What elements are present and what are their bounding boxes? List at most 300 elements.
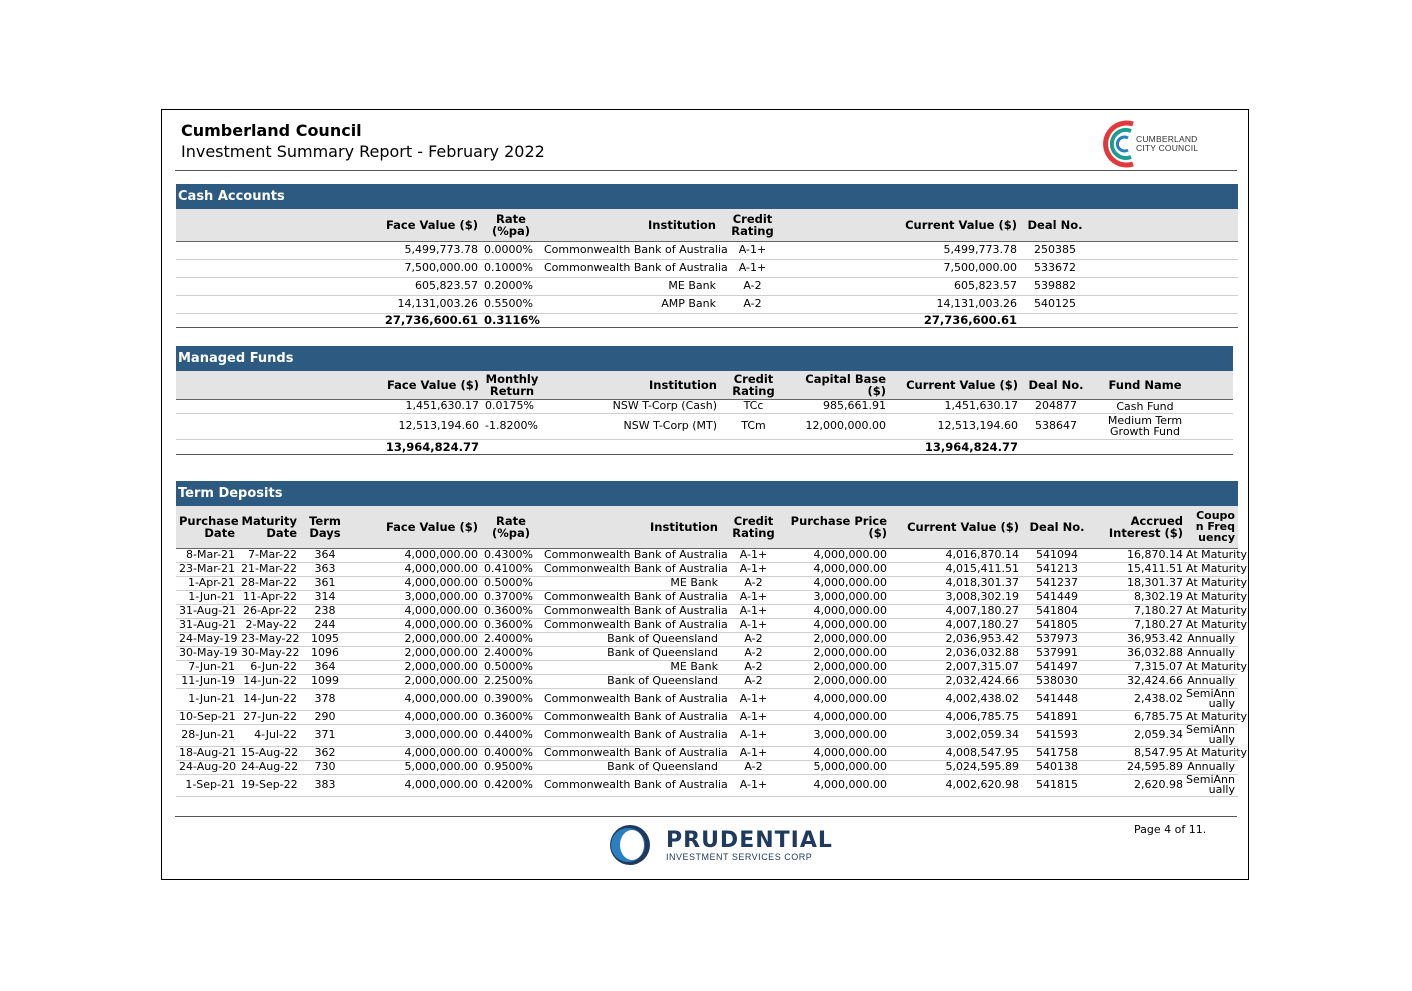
term-cell-price: 4,000,000.00 xyxy=(786,604,890,618)
term-cell-institution: Bank of Queensland xyxy=(541,646,721,660)
term-cell-coupon: SemiAnnually xyxy=(1186,688,1238,710)
term-cell-maturity: 21-Mar-22 xyxy=(238,562,300,576)
term-row xyxy=(176,632,1238,646)
term-cell-rate: 0.4100% xyxy=(481,562,541,576)
term-cell-credit: A-2 xyxy=(721,674,786,688)
term-cell-days: 314 xyxy=(300,590,350,604)
term-cell-credit: A-1+ xyxy=(721,548,786,562)
cash-cell-deal: 540125 xyxy=(1020,295,1090,313)
footer-rule xyxy=(175,816,1237,817)
cash-total-face: 27,736,600.61 xyxy=(376,313,481,327)
term-cell-current: 3,008,302.19 xyxy=(890,590,1022,604)
term-cell-maturity: 7-Mar-22 xyxy=(238,548,300,562)
cash-cell-rate: 0.2000% xyxy=(481,277,541,295)
term-cell-face: 5,000,000.00 xyxy=(350,760,481,774)
term-cell-price: 3,000,000.00 xyxy=(786,590,890,604)
managed-header-institution: Institution xyxy=(542,371,720,399)
term-cell-days: 371 xyxy=(300,724,350,746)
term-cell-price: 4,000,000.00 xyxy=(786,688,890,710)
term-cell-institution: Commonwealth Bank of Australia xyxy=(541,774,721,796)
term-cell-face: 3,000,000.00 xyxy=(350,724,481,746)
term-cell-accrued: 15,411.51 xyxy=(1092,562,1186,576)
term-cell-coupon: At Maturity xyxy=(1186,604,1248,617)
term-cell-rate: 0.3600% xyxy=(481,710,541,724)
term-cell-price: 4,000,000.00 xyxy=(786,576,890,590)
term-cell-current: 2,032,424.66 xyxy=(890,674,1022,688)
term-cell-face: 4,000,000.00 xyxy=(350,576,481,590)
term-cell-deal: 541815 xyxy=(1022,774,1092,796)
term-cell-deal: 541891 xyxy=(1022,710,1092,724)
term-cell-maturity: 6-Jun-22 xyxy=(238,660,300,674)
term-cell-deal: 538030 xyxy=(1022,674,1092,688)
cash-total-empty xyxy=(1090,313,1238,327)
cash-cell-current: 14,131,003.26 xyxy=(786,295,1020,313)
managed-cell-capital: 985,661.91 xyxy=(787,399,889,413)
managed-funds-title: Managed Funds xyxy=(176,346,1233,371)
term-header-rate: Rate (%pa) xyxy=(481,506,541,548)
managed-total-empty xyxy=(542,439,720,454)
term-cell-credit: A-2 xyxy=(721,646,786,660)
term-cell-face: 4,000,000.00 xyxy=(350,746,481,760)
managed-total-current: 13,964,824.77 xyxy=(889,439,1021,454)
managed-cell-capital: 12,000,000.00 xyxy=(787,413,889,439)
managed-cell-spacer-end xyxy=(1199,399,1233,413)
managed-cell-spacer xyxy=(176,413,376,439)
managed-row xyxy=(176,413,1233,439)
term-cell-days: 1099 xyxy=(300,674,350,688)
term-cell-coupon: At Maturity xyxy=(1186,660,1248,673)
term-cell-maturity: 19-Sep-22 xyxy=(238,774,300,796)
term-cell-accrued: 2,438.02 xyxy=(1092,688,1186,710)
term-cell-credit: A-1+ xyxy=(721,618,786,632)
term-header-credit: Credit Rating xyxy=(721,506,786,548)
term-row xyxy=(176,548,1238,562)
term-deposits-section xyxy=(176,481,1248,797)
term-cell-institution: Commonwealth Bank of Australia xyxy=(541,604,721,618)
term-cell-coupon: SemiAnnually xyxy=(1186,774,1238,796)
term-cell-current: 2,036,953.42 xyxy=(890,632,1022,646)
managed-cell-spacer xyxy=(176,399,376,413)
term-cell-price: 4,000,000.00 xyxy=(786,562,890,576)
cash-cell-rate: 0.0000% xyxy=(481,241,541,259)
term-cell-price: 4,000,000.00 xyxy=(786,746,890,760)
term-cell-price: 2,000,000.00 xyxy=(786,632,890,646)
page-number: Page 4 of 11. xyxy=(1134,823,1207,836)
cash-header-row xyxy=(176,209,1238,241)
cash-cell-rate: 0.1000% xyxy=(481,259,541,277)
cash-total-rate: 0.3116% xyxy=(481,313,541,327)
cash-cell-spacer-end xyxy=(1090,241,1238,259)
term-cell-maturity: 4-Jul-22 xyxy=(238,724,300,746)
term-cell-institution: ME Bank xyxy=(541,660,721,674)
term-row xyxy=(176,590,1238,604)
term-cell-price: 4,000,000.00 xyxy=(786,774,890,796)
cash-cell-spacer xyxy=(176,277,376,295)
cash-cell-spacer-end xyxy=(1090,259,1238,277)
term-cell-current: 2,007,315.07 xyxy=(890,660,1022,674)
term-cell-maturity: 14-Jun-22 xyxy=(238,674,300,688)
term-cell-rate: 2.4000% xyxy=(481,632,541,646)
term-row xyxy=(176,646,1238,660)
term-cell-purchase: 1-Sep-21 xyxy=(176,774,238,796)
term-cell-days: 290 xyxy=(300,710,350,724)
term-cell-accrued: 16,870.14 xyxy=(1092,548,1186,562)
term-cell-coupon: At Maturity xyxy=(1186,618,1248,631)
term-cell-maturity: 30-May-22 xyxy=(238,646,300,660)
managed-total-empty xyxy=(482,439,542,454)
term-cell-days: 730 xyxy=(300,760,350,774)
term-cell-coupon: At Maturity xyxy=(1186,710,1248,723)
term-cell-rate: 0.5000% xyxy=(481,576,541,590)
managed-header-deal: Deal No. xyxy=(1021,371,1091,399)
term-cell-accrued: 8,302.19 xyxy=(1092,590,1186,604)
term-cell-accrued: 36,953.42 xyxy=(1092,632,1186,646)
term-header-face: Face Value ($) xyxy=(350,506,481,548)
term-cell-maturity: 24-Aug-22 xyxy=(238,760,300,774)
term-cell-days: 364 xyxy=(300,548,350,562)
term-cell-accrued: 2,620.98 xyxy=(1092,774,1186,796)
term-cell-deal: 541804 xyxy=(1022,604,1092,618)
term-cell-rate: 0.3700% xyxy=(481,590,541,604)
term-cell-days: 1095 xyxy=(300,632,350,646)
term-cell-purchase: 7-Jun-21 xyxy=(176,660,238,674)
cash-row xyxy=(176,259,1238,277)
term-cell-coupon: SemiAnnually xyxy=(1186,724,1238,746)
managed-cell-current: 1,451,630.17 xyxy=(889,399,1021,413)
managed-cell-face: 12,513,194.60 xyxy=(376,413,482,439)
cash-total-row xyxy=(176,313,1238,327)
term-cell-face: 4,000,000.00 xyxy=(350,604,481,618)
term-cell-purchase: 1-Jun-21 xyxy=(176,590,238,604)
term-cell-rate: 0.4000% xyxy=(481,746,541,760)
term-cell-rate: 0.5000% xyxy=(481,660,541,674)
cash-header-rate: Rate (%pa) xyxy=(481,209,541,241)
term-cell-purchase: 8-Mar-21 xyxy=(176,548,238,562)
term-cell-deal: 541448 xyxy=(1022,688,1092,710)
term-cell-maturity: 14-Jun-22 xyxy=(238,688,300,710)
term-header-institution: Institution xyxy=(541,506,721,548)
term-cell-coupon: At Maturity xyxy=(1186,590,1248,603)
prudential-brand-sub: INVESTMENT SERVICES CORP xyxy=(666,852,813,862)
term-cell-purchase: 28-Jun-21 xyxy=(176,724,238,746)
managed-cell-current: 12,513,194.60 xyxy=(889,413,1021,439)
term-cell-accrued: 7,180.27 xyxy=(1092,618,1186,632)
managed-cell-deal: 204877 xyxy=(1021,399,1091,413)
cash-header-face: Face Value ($) xyxy=(376,209,481,241)
cash-row xyxy=(176,241,1238,259)
managed-cell-spacer-end xyxy=(1199,413,1233,439)
term-cell-current: 4,016,870.14 xyxy=(890,548,1022,562)
cash-cell-institution: Commonwealth Bank of Australia xyxy=(541,259,719,277)
managed-cell-return: 0.0175% xyxy=(482,399,542,413)
term-cell-institution: Commonwealth Bank of Australia xyxy=(541,590,721,604)
cash-cell-credit: A-2 xyxy=(719,277,786,295)
cash-cell-current: 605,823.57 xyxy=(786,277,1020,295)
managed-total-empty xyxy=(1021,439,1091,454)
term-cell-days: 1096 xyxy=(300,646,350,660)
term-row xyxy=(176,618,1238,632)
cash-cell-institution: Commonwealth Bank of Australia xyxy=(541,241,719,259)
managed-funds-table xyxy=(176,371,1233,455)
term-cell-purchase: 31-Aug-21 xyxy=(176,604,238,618)
cash-cell-face: 5,499,773.78 xyxy=(376,241,481,259)
managed-total-empty xyxy=(1199,439,1233,454)
term-cell-face: 4,000,000.00 xyxy=(350,548,481,562)
managed-cell-fund: Medium Term Growth Fund xyxy=(1091,413,1199,439)
header-rule xyxy=(175,170,1237,171)
cash-header-current: Current Value ($) xyxy=(786,209,1020,241)
term-cell-price: 2,000,000.00 xyxy=(786,674,890,688)
cash-header-deal: Deal No. xyxy=(1020,209,1090,241)
cash-cell-spacer xyxy=(176,295,376,313)
cash-cell-credit: A-1+ xyxy=(719,241,786,259)
term-cell-days: 244 xyxy=(300,618,350,632)
term-header-days: Term Days xyxy=(300,506,350,548)
term-row xyxy=(176,604,1238,618)
term-cell-price: 4,000,000.00 xyxy=(786,618,890,632)
term-cell-current: 4,002,438.02 xyxy=(890,688,1022,710)
cash-accounts-table xyxy=(176,209,1238,328)
term-cell-maturity: 27-Jun-22 xyxy=(238,710,300,724)
term-cell-coupon: Annually xyxy=(1186,674,1238,688)
term-row xyxy=(176,760,1238,774)
managed-total-empty xyxy=(1091,439,1199,454)
term-cell-institution: Commonwealth Bank of Australia xyxy=(541,746,721,760)
term-row xyxy=(176,746,1238,760)
term-cell-credit: A-2 xyxy=(721,660,786,674)
term-cell-accrued: 8,547.95 xyxy=(1092,746,1186,760)
term-cell-deal: 541449 xyxy=(1022,590,1092,604)
term-cell-price: 5,000,000.00 xyxy=(786,760,890,774)
term-cell-rate: 0.9500% xyxy=(481,760,541,774)
term-row xyxy=(176,710,1238,724)
cash-row xyxy=(176,295,1238,313)
term-cell-purchase: 23-Mar-21 xyxy=(176,562,238,576)
term-cell-rate: 0.3900% xyxy=(481,688,541,710)
term-cell-credit: A-2 xyxy=(721,576,786,590)
term-cell-rate: 2.4000% xyxy=(481,646,541,660)
managed-total-face: 13,964,824.77 xyxy=(376,439,482,454)
term-header-current: Current Value ($) xyxy=(890,506,1022,548)
managed-total-spacer xyxy=(176,439,376,454)
term-row xyxy=(176,774,1238,796)
report-org: Cumberland Council xyxy=(181,121,362,140)
cash-accounts-title: Cash Accounts xyxy=(176,184,1238,209)
term-row xyxy=(176,660,1238,674)
term-cell-credit: A-1+ xyxy=(721,688,786,710)
term-cell-coupon: At Maturity xyxy=(1186,562,1248,575)
term-cell-coupon: Annually xyxy=(1186,632,1238,646)
cash-cell-face: 14,131,003.26 xyxy=(376,295,481,313)
managed-total-empty xyxy=(787,439,889,454)
term-cell-current: 4,008,547.95 xyxy=(890,746,1022,760)
term-cell-coupon: At Maturity xyxy=(1186,576,1248,589)
term-cell-deal: 541497 xyxy=(1022,660,1092,674)
term-cell-rate: 0.4300% xyxy=(481,548,541,562)
term-cell-credit: A-2 xyxy=(721,760,786,774)
term-cell-institution: Bank of Queensland xyxy=(541,760,721,774)
term-cell-deal: 541805 xyxy=(1022,618,1092,632)
term-cell-accrued: 18,301.37 xyxy=(1092,576,1186,590)
term-header-coupon: Coupon Frequency xyxy=(1186,506,1238,548)
term-cell-accrued: 36,032.88 xyxy=(1092,646,1186,660)
cash-cell-rate: 0.5500% xyxy=(481,295,541,313)
term-cell-face: 4,000,000.00 xyxy=(350,562,481,576)
term-header-accrued: Accrued Interest ($) xyxy=(1092,506,1186,548)
term-cell-rate: 0.4400% xyxy=(481,724,541,746)
term-cell-days: 378 xyxy=(300,688,350,710)
cash-total-empty xyxy=(719,313,786,327)
term-cell-institution: Bank of Queensland xyxy=(541,674,721,688)
cash-cell-face: 7,500,000.00 xyxy=(376,259,481,277)
term-cell-deal: 537991 xyxy=(1022,646,1092,660)
term-cell-purchase: 10-Sep-21 xyxy=(176,710,238,724)
term-cell-purchase: 24-Aug-20 xyxy=(176,760,238,774)
term-cell-maturity: 2-May-22 xyxy=(238,618,300,632)
term-cell-maturity: 11-Apr-22 xyxy=(238,590,300,604)
cash-header-spacer xyxy=(176,209,376,241)
term-cell-coupon: At Maturity xyxy=(1186,548,1248,561)
managed-header-row xyxy=(176,371,1233,399)
cash-cell-current: 7,500,000.00 xyxy=(786,259,1020,277)
cash-row xyxy=(176,277,1238,295)
term-cell-credit: A-1+ xyxy=(721,562,786,576)
term-cell-credit: A-1+ xyxy=(721,724,786,746)
term-cell-face: 4,000,000.00 xyxy=(350,618,481,632)
term-cell-days: 361 xyxy=(300,576,350,590)
term-cell-rate: 2.2500% xyxy=(481,674,541,688)
term-cell-deal: 537973 xyxy=(1022,632,1092,646)
term-cell-current: 4,007,180.27 xyxy=(890,604,1022,618)
term-cell-days: 364 xyxy=(300,660,350,674)
term-cell-price: 2,000,000.00 xyxy=(786,660,890,674)
term-row xyxy=(176,724,1238,746)
term-cell-deal: 540138 xyxy=(1022,760,1092,774)
cumberland-logo-text xyxy=(1136,135,1198,153)
term-deposits-title: Term Deposits xyxy=(176,481,1238,506)
managed-header-return: Monthly Return xyxy=(482,371,542,399)
managed-header-face: Face Value ($) xyxy=(376,371,482,399)
cash-cell-face: 605,823.57 xyxy=(376,277,481,295)
term-header-deal: Deal No. xyxy=(1022,506,1092,548)
term-header-maturity: Maturity Date xyxy=(238,506,300,548)
term-cell-price: 4,000,000.00 xyxy=(786,548,890,562)
term-cell-rate: 0.4200% xyxy=(481,774,541,796)
term-deposits-table xyxy=(176,506,1248,797)
managed-funds-section xyxy=(176,346,1233,455)
term-cell-accrued: 7,315.07 xyxy=(1092,660,1186,674)
term-cell-credit: A-1+ xyxy=(721,746,786,760)
cash-cell-spacer-end xyxy=(1090,277,1238,295)
managed-cell-face: 1,451,630.17 xyxy=(376,399,482,413)
term-cell-current: 2,036,032.88 xyxy=(890,646,1022,660)
managed-cell-return: -1.8200% xyxy=(482,413,542,439)
term-cell-days: 238 xyxy=(300,604,350,618)
term-cell-institution: Commonwealth Bank of Australia xyxy=(541,548,721,562)
cash-cell-credit: A-1+ xyxy=(719,259,786,277)
cash-accounts-section xyxy=(176,184,1238,328)
cash-cell-institution: AMP Bank xyxy=(541,295,719,313)
managed-cell-credit: TCm xyxy=(720,413,787,439)
term-header-purchase: Purchase Date xyxy=(176,506,238,548)
logo-line-2: CITY COUNCIL xyxy=(1136,143,1199,153)
term-cell-maturity: 23-May-22 xyxy=(238,632,300,646)
cash-total-empty xyxy=(541,313,719,327)
cash-cell-deal: 533672 xyxy=(1020,259,1090,277)
managed-cell-institution: NSW T-Corp (Cash) xyxy=(542,399,720,413)
managed-header-capital: Capital Base ($) xyxy=(787,371,889,399)
term-cell-institution: ME Bank xyxy=(541,576,721,590)
term-cell-maturity: 26-Apr-22 xyxy=(238,604,300,618)
term-cell-accrued: 7,180.27 xyxy=(1092,604,1186,618)
term-cell-accrued: 24,595.89 xyxy=(1092,760,1186,774)
term-cell-purchase: 1-Apr-21 xyxy=(176,576,238,590)
managed-cell-institution: NSW T-Corp (MT) xyxy=(542,413,720,439)
term-cell-credit: A-1+ xyxy=(721,710,786,724)
term-cell-face: 4,000,000.00 xyxy=(350,710,481,724)
term-cell-days: 362 xyxy=(300,746,350,760)
managed-row xyxy=(176,399,1233,413)
term-cell-face: 2,000,000.00 xyxy=(350,646,481,660)
term-cell-deal: 541213 xyxy=(1022,562,1092,576)
term-cell-credit: A-2 xyxy=(721,632,786,646)
term-cell-institution: Commonwealth Bank of Australia xyxy=(541,688,721,710)
term-cell-maturity: 28-Mar-22 xyxy=(238,576,300,590)
term-cell-coupon: Annually xyxy=(1186,646,1238,660)
cash-cell-institution: ME Bank xyxy=(541,277,719,295)
term-cell-purchase: 1-Jun-21 xyxy=(176,688,238,710)
cash-cell-credit: A-2 xyxy=(719,295,786,313)
term-cell-face: 2,000,000.00 xyxy=(350,674,481,688)
term-cell-purchase: 24-May-19 xyxy=(176,632,238,646)
cash-header-institution: Institution xyxy=(541,209,719,241)
term-cell-current: 4,018,301.37 xyxy=(890,576,1022,590)
term-cell-face: 2,000,000.00 xyxy=(350,660,481,674)
term-cell-current: 4,015,411.51 xyxy=(890,562,1022,576)
cash-cell-deal: 539882 xyxy=(1020,277,1090,295)
term-cell-credit: A-1+ xyxy=(721,604,786,618)
term-cell-coupon: At Maturity xyxy=(1186,746,1248,759)
term-cell-price: 2,000,000.00 xyxy=(786,646,890,660)
managed-cell-credit: TCc xyxy=(720,399,787,413)
term-cell-accrued: 32,424.66 xyxy=(1092,674,1186,688)
term-cell-accrued: 2,059.34 xyxy=(1092,724,1186,746)
term-cell-days: 363 xyxy=(300,562,350,576)
term-row xyxy=(176,576,1238,590)
managed-cell-deal: 538647 xyxy=(1021,413,1091,439)
cash-total-empty xyxy=(1020,313,1090,327)
report-title: Investment Summary Report - February 2022 xyxy=(181,142,545,161)
term-cell-deal: 541094 xyxy=(1022,548,1092,562)
term-cell-purchase: 30-May-19 xyxy=(176,646,238,660)
term-cell-current: 4,006,785.75 xyxy=(890,710,1022,724)
cash-cell-deal: 250385 xyxy=(1020,241,1090,259)
cash-cell-current: 5,499,773.78 xyxy=(786,241,1020,259)
term-cell-rate: 0.3600% xyxy=(481,604,541,618)
term-cell-purchase: 18-Aug-21 xyxy=(176,746,238,760)
term-cell-deal: 541237 xyxy=(1022,576,1092,590)
managed-header-spacer xyxy=(176,371,376,399)
term-cell-credit: A-1+ xyxy=(721,590,786,604)
term-row xyxy=(176,688,1238,710)
cash-header-spacer-end xyxy=(1090,209,1238,241)
term-cell-price: 3,000,000.00 xyxy=(786,724,890,746)
term-cell-maturity: 15-Aug-22 xyxy=(238,746,300,760)
term-cell-purchase: 31-Aug-21 xyxy=(176,618,238,632)
cash-cell-spacer xyxy=(176,241,376,259)
cash-total-current: 27,736,600.61 xyxy=(786,313,1020,327)
term-cell-institution: Commonwealth Bank of Australia xyxy=(541,562,721,576)
